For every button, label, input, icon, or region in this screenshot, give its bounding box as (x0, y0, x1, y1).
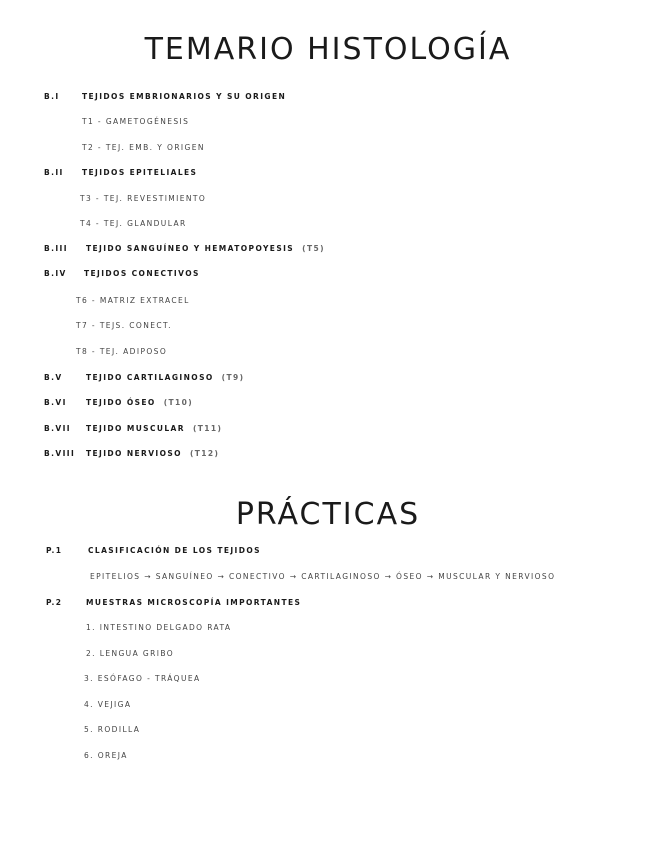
practicas-text: CLASIFICACIÓN DE LOS TEJIDOS (88, 546, 261, 555)
temario-code: B.VI (44, 398, 67, 407)
practicas-text: 2. LENGUA GRIBO (86, 649, 175, 658)
temario-text: T4 - TEJ. GLANDULAR (80, 219, 187, 228)
practicas-text: 5. RODILLA (84, 725, 141, 734)
temario-text: T7 - TEJS. CONECT. (76, 321, 172, 330)
temario-topic-ref: (T10) (163, 398, 194, 407)
temario-topic-ref: (T9) (221, 373, 245, 382)
temario-text: TEJIDOS CONECTIVOS (84, 269, 200, 278)
temario-text: T3 - TEJ. REVESTIMIENTO (80, 194, 207, 203)
temario-code: B.VII (44, 424, 71, 433)
practicas-text: EPITELIOS → SANGUÍNEO → CONECTIVO → CARTILAGINOSO → ÓSEO → MUSCULAR Y NERVIOSO (90, 572, 556, 581)
practicas-text: 3. ESÓFAGO - TRÁQUEA (84, 674, 201, 683)
temario-topic-ref: (T12) (189, 449, 220, 458)
temario-text: TEJIDOS EMBRIONARIOS Y SU ORIGEN (82, 92, 287, 101)
temario-topic-ref: (T11) (192, 424, 223, 433)
temario-text: TEJIDO MUSCULAR (T11) (86, 424, 223, 433)
practicas-code: P.1 (46, 546, 63, 555)
temario-code: B.II (44, 168, 64, 177)
temario-code: B.I (44, 92, 60, 101)
temario-code: B.IV (44, 269, 67, 278)
temario-text: T2 - TEJ. EMB. Y ORIGEN (82, 143, 205, 152)
temario-code: B.VIII (44, 449, 76, 458)
practicas-code: P.2 (46, 598, 63, 607)
temario-text: TEJIDO ÓSEO (T10) (86, 398, 194, 407)
temario-text: T6 - MATRIZ EXTRACEL (76, 296, 190, 305)
temario-title: TEMARIO HISTOLOGÍA (144, 32, 512, 67)
temario-text: T8 - TEJ. ADIPOSO (76, 347, 168, 356)
temario-text: TEJIDO CARTILAGINOSO (T9) (86, 373, 245, 382)
temario-topic-ref: (T5) (302, 244, 325, 253)
temario-text: TEJIDO NERVIOSO (T12) (86, 449, 220, 458)
temario-text: T1 - GAMETOGÉNESIS (82, 117, 190, 126)
practicas-text: 4. VEJIGA (84, 700, 132, 709)
practicas-text: 6. OREJA (84, 751, 128, 760)
practicas-text: 1. INTESTINO DELGADO RATA (86, 623, 232, 632)
temario-code: B.V (44, 373, 63, 382)
practicas-title: PRÁCTICAS (235, 497, 421, 532)
practicas-text: MUESTRAS MICROSCOPÍA IMPORTANTES (86, 598, 302, 607)
temario-text: TEJIDO SANGUÍNEO Y HEMATOPOYESIS (T5) (86, 244, 325, 253)
temario-text: TEJIDOS EPITELIALES (82, 168, 198, 177)
temario-code: B.III (44, 244, 68, 253)
